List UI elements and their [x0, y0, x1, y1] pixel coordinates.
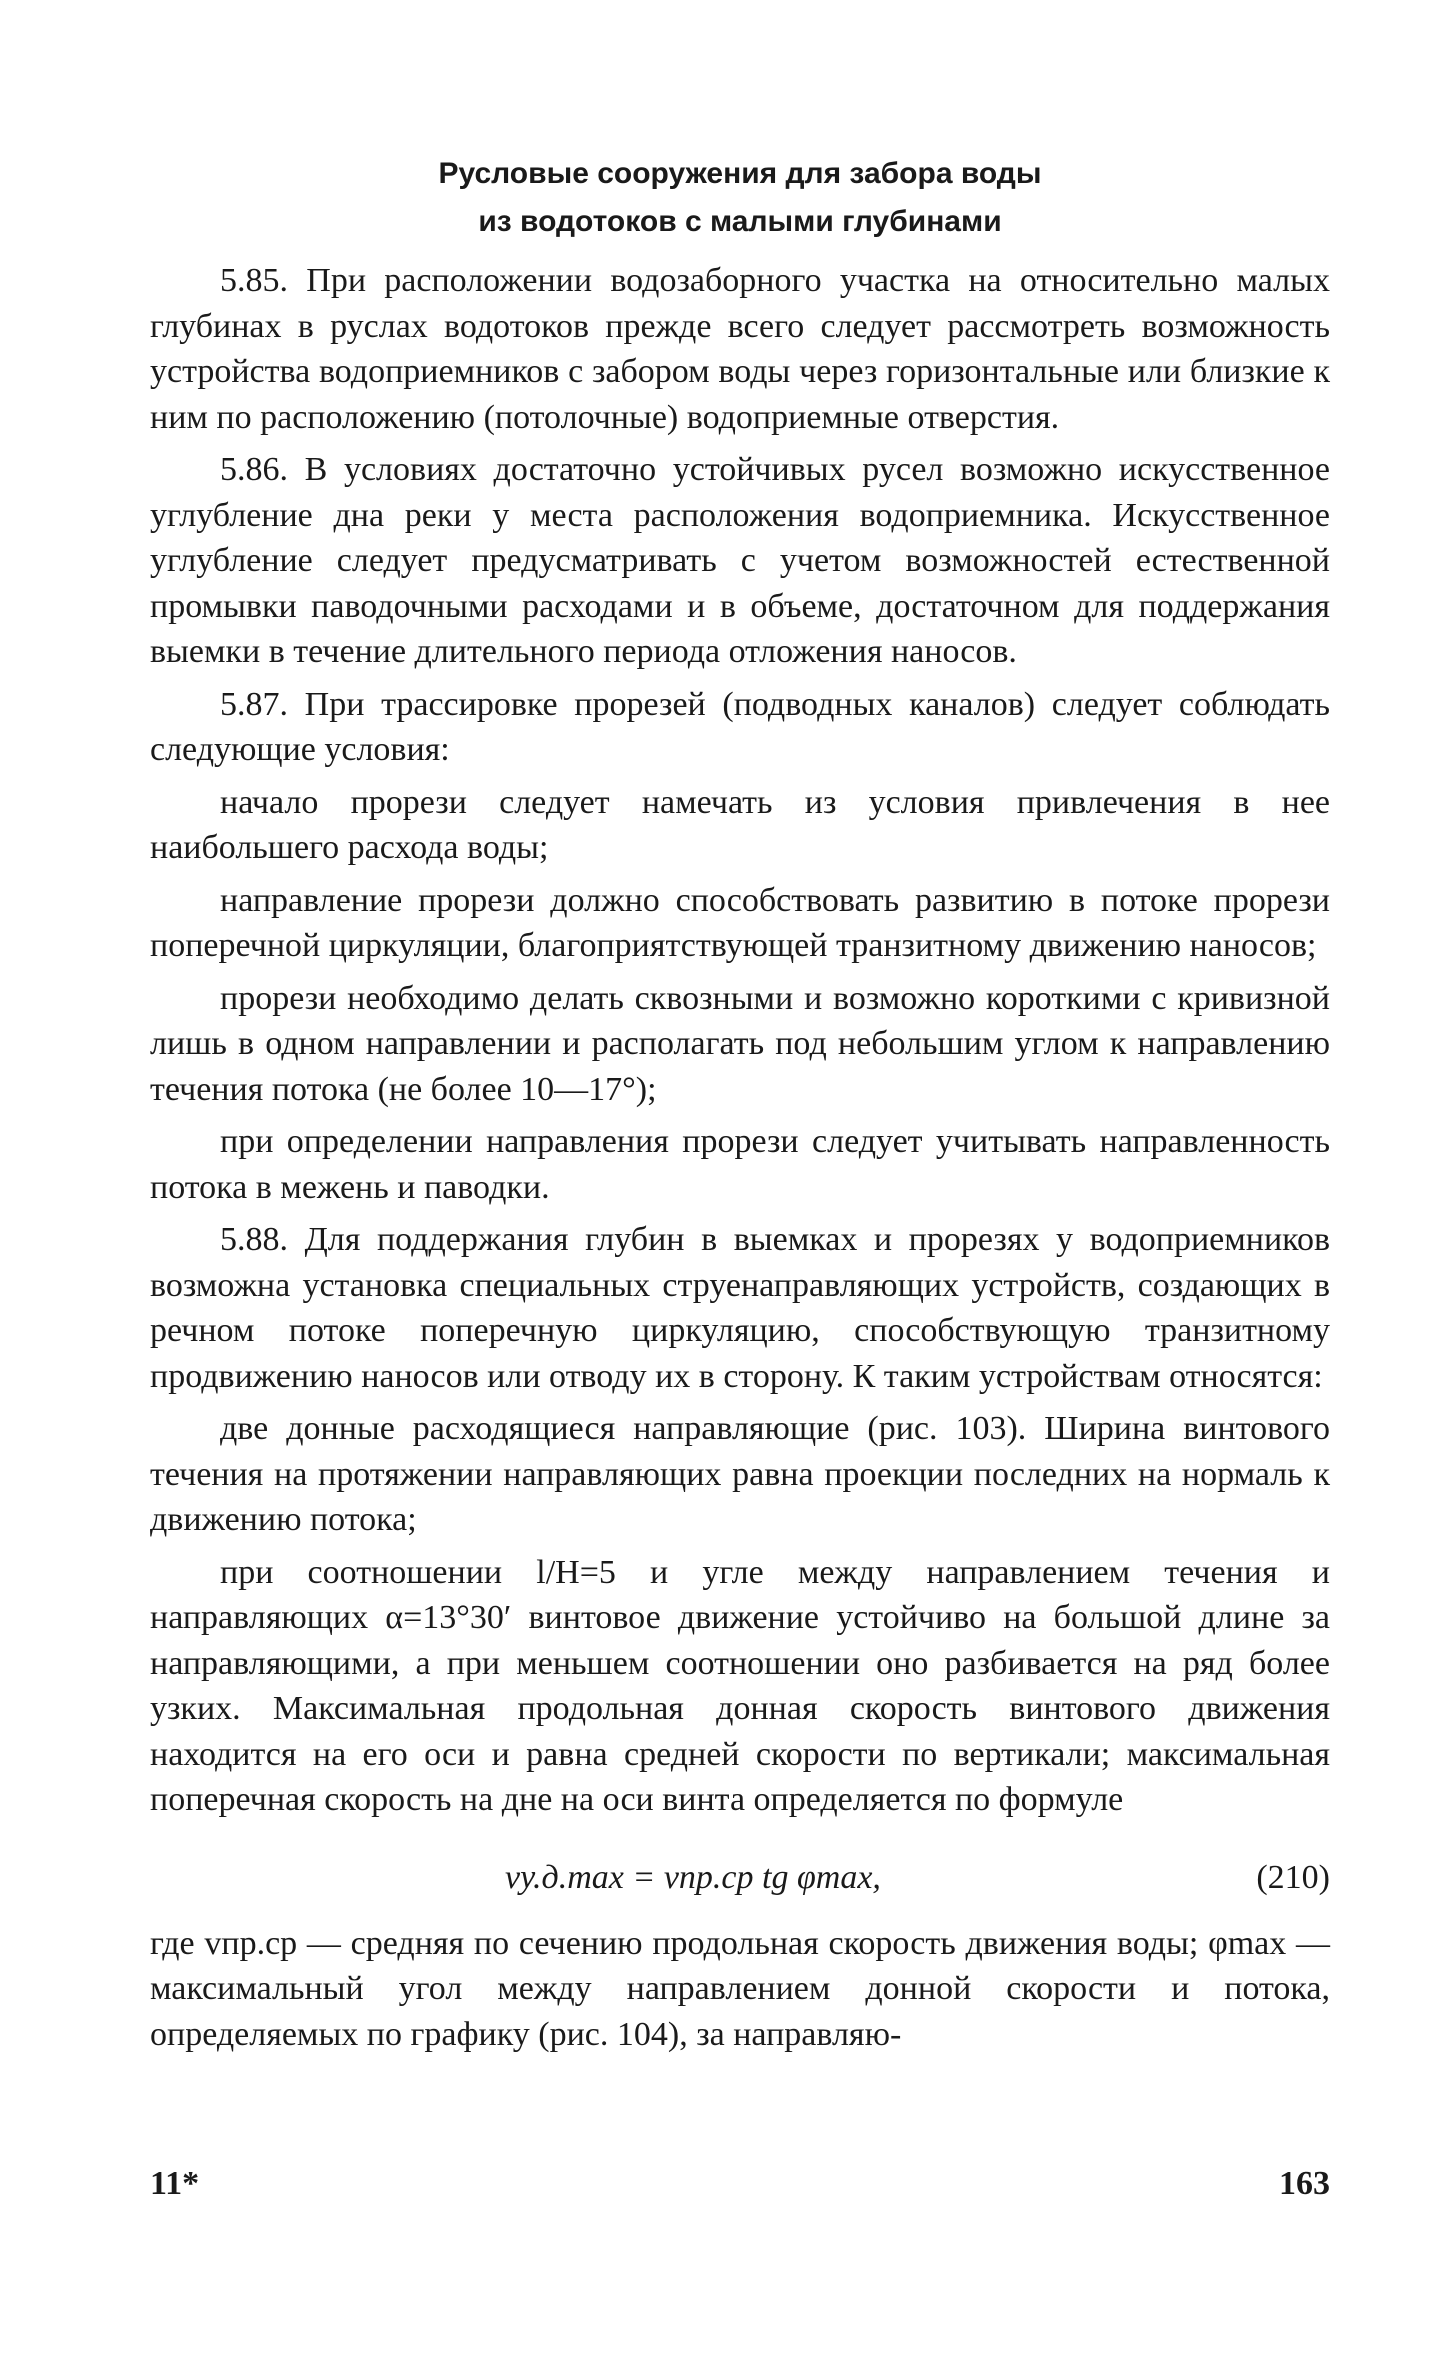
list-item: при определении направления прорези следует учитывать направленность потока в межень и паводки. — [150, 1123, 1330, 1206]
paragraph-5-85: 5.85. При расположении водозаборного участка на относительно малых глубинах в руслах водотоков прежде всего следует рассмотреть возможность устройства водоприемников с забором воды через горизонтальные или близкие к ним по расположению (потолочные) водоприемные отверстия. — [150, 262, 1330, 436]
formula-number: (210) — [1256, 1858, 1330, 1896]
paragraph-5-86: 5.86. В условиях достаточно устойчивых русел возможно искусственное углубление дна реки у места расположения водоприемника. Искусственное углубление следует предусматривать с учетом возможностей естественной промывки паводочными расходами и в объеме, достаточном для поддержания выемки в течение длительного периода отложения наносов. — [150, 451, 1330, 670]
formula-expression: vу.д.max = vпр.ср tg φmax, — [505, 1858, 881, 1896]
paragraph-5-87: 5.87. При трассировке прорезей (подводных каналов) следует соблюдать следующие условия: — [150, 685, 1330, 768]
list-item: при соотношении l/H=5 и угле между направлением течения и направляющих α=13°30′ винтовое движение устойчиво на большой длине за направляющими, а при меньшем соотношении оно разбивается на ряд более узких. Максимальная продольная донная скорость винтового движения находится на его оси и равна средней скорости по вертикали; максимальная поперечная скорость на дне на оси винта определяется по формуле — [150, 1553, 1330, 1818]
list-item: прорези необходимо делать сквозными и возможно короткими с кривизной лишь в одном направлении и располагать под небольшим углом к направлению течения потока (не более 10—17°); — [150, 979, 1330, 1108]
section-heading — [150, 150, 1330, 246]
body-text — [150, 258, 1330, 2064]
list-item: направление прорези должно способствовать развитию в потоке прорези поперечной циркуляции, благоприятствующей транзитному движению наносов; — [150, 881, 1330, 964]
heading-line-2: из водотоков с малыми глубинами — [478, 205, 1002, 238]
list-item: начало прорези следует намечать из условия привлечения в нее наибольшего расхода воды; — [150, 783, 1330, 866]
formula-explanation: где vпр.ср — средняя по сечению продольная скорость движения воды; φmax — максимальный угол между направлением донной скорости и потока, определяемых по графику (рис. 104), за направляю- — [150, 1924, 1330, 2053]
list-item: две донные расходящиеся направляющие (рис. 103). Ширина винтового течения на протяжении направляющих равна проекции последних на нормаль к движению потока; — [150, 1410, 1330, 1538]
page-number: 163 — [1279, 2165, 1330, 2202]
heading-line-1: Русловые сооружения для забора воды — [438, 157, 1042, 190]
formula-210 — [150, 1845, 1330, 1907]
signature-mark: 11* — [150, 2165, 200, 2202]
paragraph-5-88: 5.88. Для поддержания глубин в выемках и прорезях у водоприемников возможна установка специальных струенаправляющих устройств, создающих в речном потоке поперечную циркуляцию, способствующую транзитному продвижению наносов или отводу их в сторону. К таким устройствам относятся: — [150, 1221, 1330, 1395]
